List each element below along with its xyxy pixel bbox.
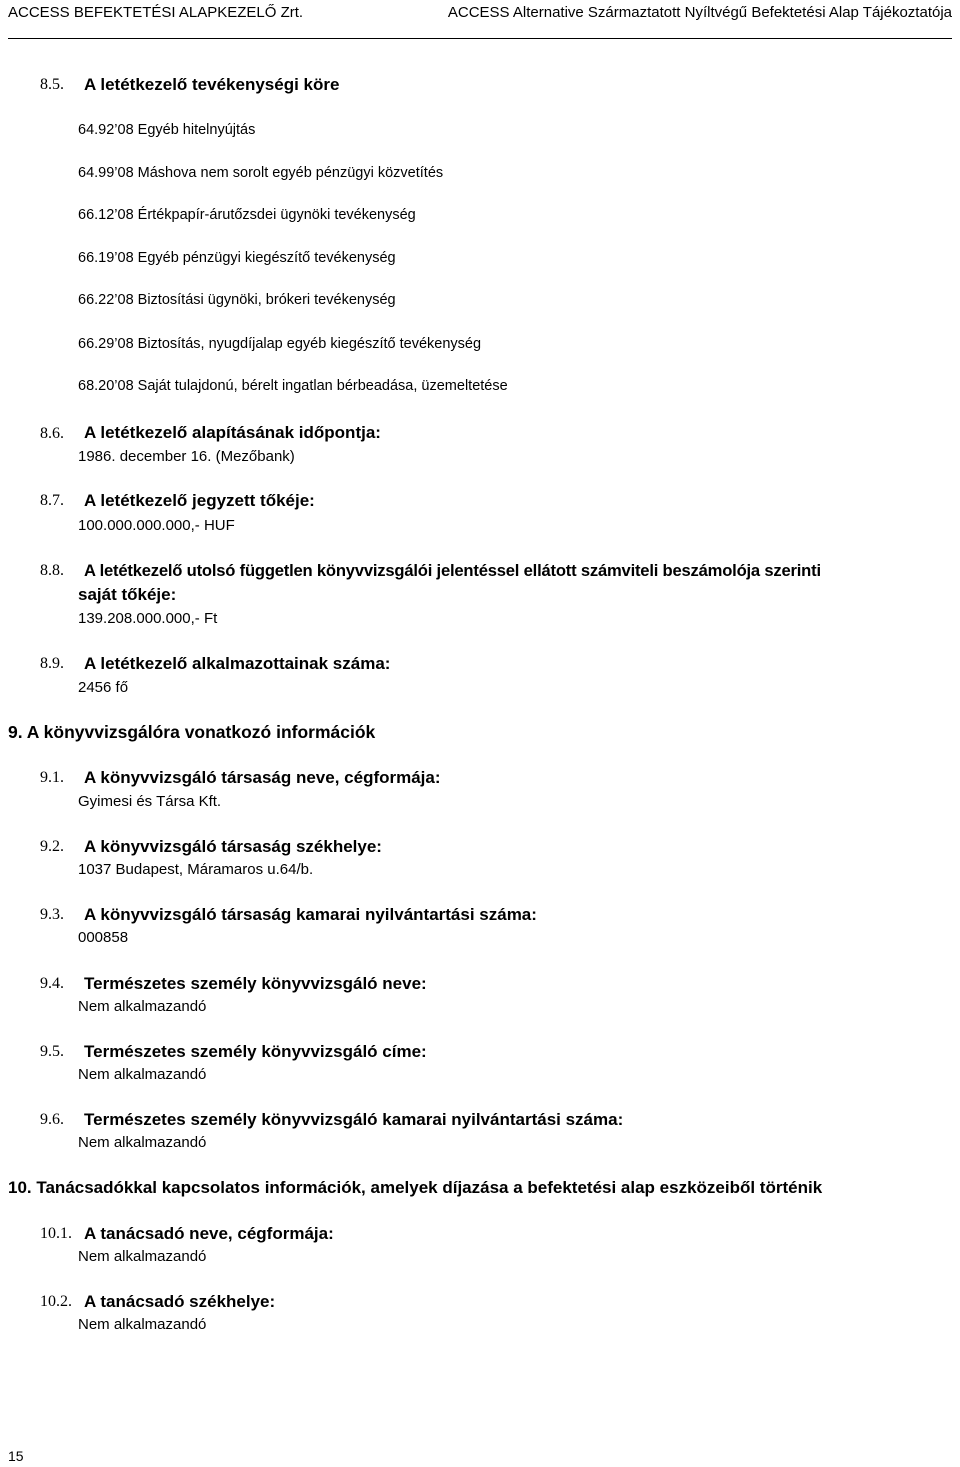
section-number: 10.2.	[40, 1293, 72, 1310]
activity-item: 66.29’08 Biztosítás, nyugdíjalap egyéb kiegészítő tevékenység	[78, 336, 482, 352]
header-rule	[8, 38, 952, 39]
section-title: Természetes személy könyvvizsgáló címe:	[84, 1042, 427, 1061]
section-value: 2456 fő	[78, 679, 129, 696]
chapter-title: 9. A könyvvizsgálóra vonatkozó információk	[8, 722, 376, 742]
section-title: A letétkezelő tevékenységi köre	[84, 75, 340, 94]
section-value: Nem alkalmazandó	[78, 1248, 207, 1265]
chapter-title: 10. Tanácsadókkal kapcsolatos információk, amelyek díjazása a befektetési alap eszközeiből történik	[8, 1178, 823, 1197]
activity-item: 68.20’08 Saját tulajdonú, bérelt ingatlan bérbeadása, üzemeltetése	[78, 378, 508, 394]
section-title: Természetes személy könyvvizsgáló kamarai nyilvántartási száma:	[84, 1110, 624, 1129]
section-title: A könyvvizsgáló társaság kamarai nyilvántartási száma:	[84, 905, 537, 924]
section-number: 8.5.	[40, 76, 64, 93]
section-number: 9.4.	[40, 975, 64, 992]
section-value: 1037 Budapest, Máramaros u.64/b.	[78, 861, 314, 878]
section-title: A letétkezelő jegyzett tőkéje:	[84, 491, 315, 510]
activity-item: 64.99’08 Máshova nem sorolt egyéb pénzügyi közvetítés	[78, 165, 444, 181]
section-value: Nem alkalmazandó	[78, 1066, 207, 1083]
header-document-title: ACCESS Alternative Származtatott Nyíltvégű Befektetési Alap Tájékoztatója	[447, 4, 952, 21]
section-number: 8.9.	[40, 655, 64, 672]
section-number: 9.2.	[40, 838, 64, 855]
section-title: Természetes személy könyvvizsgáló neve:	[84, 974, 427, 993]
section-number: 9.5.	[40, 1043, 64, 1060]
section-value: 139.208.000.000,- Ft	[78, 610, 218, 627]
section-value: 100.000.000.000,- HUF	[78, 517, 235, 534]
section-value: 1986. december 16. (Mezőbank)	[78, 448, 295, 465]
section-title: A tanácsadó neve, cégformája:	[84, 1224, 334, 1243]
section-number: 8.8.	[40, 562, 64, 579]
section-value: 000858	[78, 929, 129, 946]
section-value: Nem alkalmazandó	[78, 1134, 207, 1151]
section-title-continued: saját tőkéje:	[78, 585, 177, 604]
section-title: A tanácsadó székhelye:	[84, 1292, 276, 1311]
section-value: Gyimesi és Társa Kft.	[78, 793, 222, 810]
activity-item: 66.12’08 Értékpapír-árutőzsdei ügynöki tevékenység	[78, 207, 416, 223]
section-number: 8.6.	[40, 425, 64, 442]
section-title: A letétkezelő utolsó független könyvvizsgálói jelentéssel ellátott számviteli beszámolója szerinti	[84, 561, 821, 580]
section-number: 9.3.	[40, 906, 64, 923]
activity-item: 66.22’08 Biztosítási ügynöki, brókeri tevékenység	[78, 292, 396, 308]
header-company: ACCESS BEFEKTETÉSI ALAPKEZELŐ Zrt.	[8, 4, 304, 21]
section-number: 10.1.	[40, 1225, 72, 1242]
section-title: A könyvvizsgáló társaság neve, cégformája:	[84, 768, 441, 787]
activity-item: 64.92’08 Egyéb hitelnyújtás	[78, 122, 256, 138]
section-title: A könyvvizsgáló társaság székhelye:	[84, 837, 382, 856]
section-number: 9.1.	[40, 769, 64, 786]
section-number: 8.7.	[40, 492, 64, 509]
activity-item: 66.19’08 Egyéb pénzügyi kiegészítő tevékenység	[78, 250, 396, 266]
section-value: Nem alkalmazandó	[78, 1316, 207, 1333]
section-title: A letétkezelő alkalmazottainak száma:	[84, 654, 391, 673]
section-number: 9.6.	[40, 1111, 64, 1128]
section-title: A letétkezelő alapításának időpontja:	[84, 423, 381, 442]
section-value: Nem alkalmazandó	[78, 998, 207, 1015]
page-number: 15	[8, 1448, 24, 1464]
